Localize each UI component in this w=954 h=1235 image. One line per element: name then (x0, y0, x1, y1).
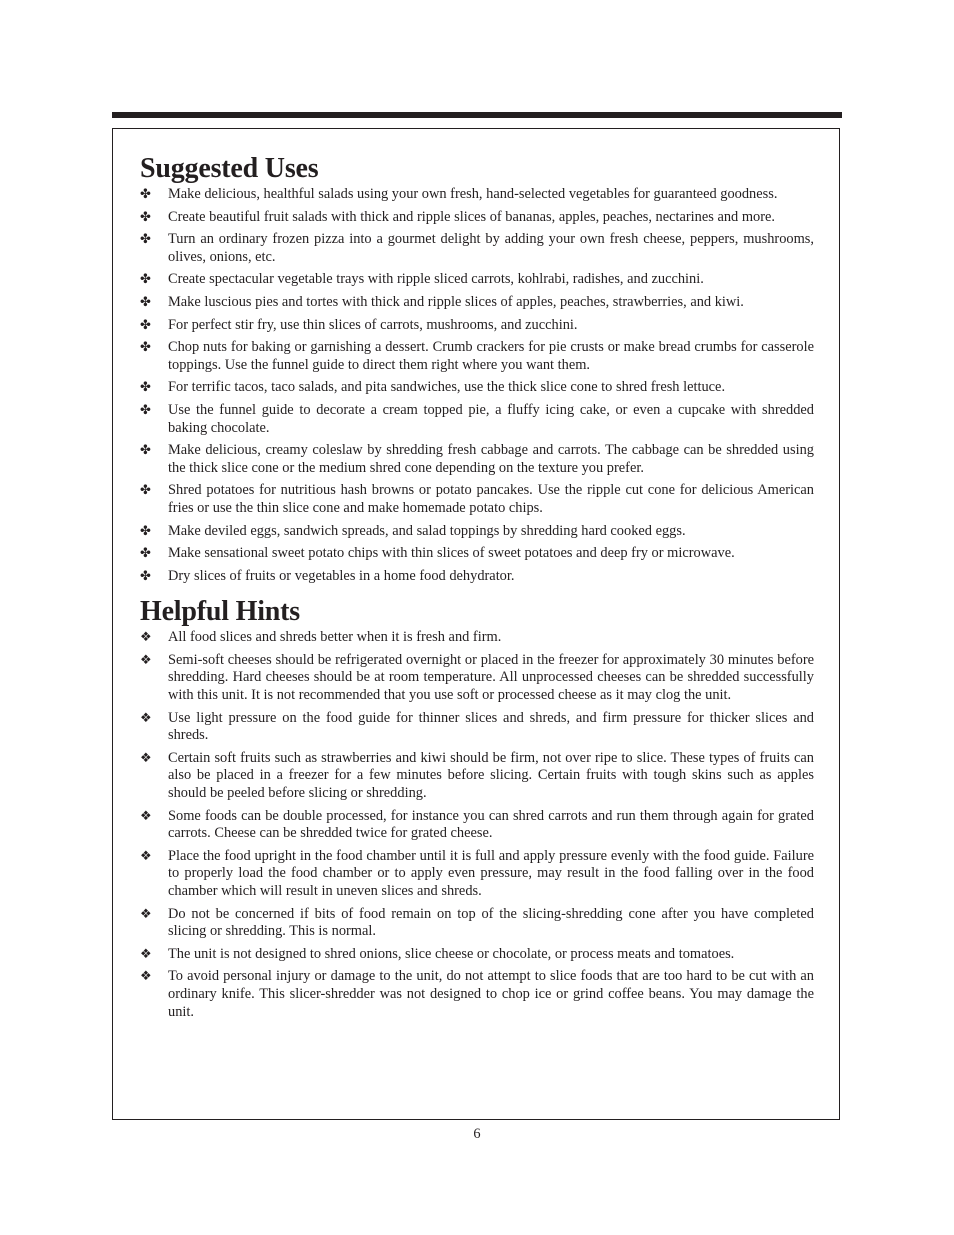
list-item-text: For perfect stir fry, use thin slices of carrots, mushrooms, and zucchini. (168, 316, 578, 333)
helpful-hints-section (140, 595, 814, 1021)
diamond-bullet-icon: ❖ (140, 750, 152, 766)
list-item (140, 629, 814, 647)
cross-bullet-icon: ✤ (140, 380, 151, 396)
list-item (140, 294, 814, 312)
list-item-text: Create spectacular vegetable trays with ripple sliced carrots, kohlrabi, radishes, and zucchini. (168, 271, 704, 288)
list-item (140, 968, 814, 1021)
list-item (140, 750, 814, 803)
list-item (140, 946, 814, 964)
list-item (140, 523, 814, 541)
list-item (140, 482, 814, 517)
page-content (140, 152, 814, 1026)
list-item-text: Shred potatoes for nutritious hash browns or potato pancakes. Use the ripple cut cone for delicious American fries or use the thin slice cone and make homemade potato chips. (168, 482, 814, 516)
list-item (140, 402, 814, 437)
suggested-uses-heading: Suggested Uses (140, 153, 319, 184)
list-item-text: Semi-soft cheeses should be refrigerated overnight or placed in the freezer for approximately 30 minutes before shredding. Hard cheeses should be at room temperature. All unprocessed cheeses can be shredded successfully with this unit. It is not recommended that you use soft or processed cheese as it may clog the unit. (168, 651, 814, 704)
suggested-uses-list (140, 186, 814, 585)
list-item (140, 271, 814, 289)
list-item-text: Make delicious, healthful salads using your own fresh, hand-selected vegetables for guaranteed goodness. (168, 186, 778, 202)
list-item-text: Some foods can be double processed, for instance you can shred carrots and run them through again for grated carrots. Cheese can be shredded twice for grated cheese. (168, 807, 814, 842)
cross-bullet-icon: ✤ (140, 483, 151, 499)
cross-bullet-icon: ✤ (140, 187, 151, 202)
diamond-bullet-icon: ❖ (140, 969, 152, 985)
page-number: 6 (473, 1126, 481, 1142)
cross-bullet-icon: ✤ (140, 232, 151, 248)
list-item-text: Create beautiful fruit salads with thick and ripple slices of bananas, apples, peaches, nectarines and more. (168, 208, 775, 225)
diamond-bullet-icon: ❖ (140, 808, 152, 824)
list-item-text: Make delicious, creamy coleslaw by shredding fresh cabbage and carrots. The cabbage can be shredded using the thick slice cone or the medium shred cone depending on the texture you prefer. (168, 442, 814, 476)
list-item-text: All food slices and shreds better when it is fresh and firm. (168, 629, 502, 646)
list-item (140, 339, 814, 374)
diamond-bullet-icon: ❖ (140, 652, 152, 668)
list-item-text: Make luscious pies and tortes with thick and ripple slices of apples, peaches, strawberries, and kiwi. (168, 293, 744, 310)
list-item (140, 652, 814, 705)
list-item (140, 545, 814, 563)
suggested-uses-section (140, 152, 814, 585)
cross-bullet-icon: ✤ (140, 294, 151, 310)
diamond-bullet-icon: ❖ (140, 906, 152, 922)
helpful-hints-heading: Helpful Hints (140, 596, 300, 628)
diamond-bullet-icon: ❖ (140, 630, 152, 646)
cross-bullet-icon: ✤ (140, 209, 151, 225)
list-item-text: Make deviled eggs, sandwich spreads, and salad toppings by shredding hard cooked eggs. (168, 522, 686, 539)
list-item (140, 808, 814, 843)
list-item-text: Use the funnel guide to decorate a cream topped pie, a fluffy icing cake, or even a cupcake with shredded baking chocolate. (168, 401, 814, 436)
list-item (140, 906, 814, 941)
cross-bullet-icon: ✤ (140, 546, 151, 562)
list-item (140, 568, 814, 586)
list-item (140, 209, 814, 227)
cross-bullet-icon: ✤ (140, 568, 151, 584)
helpful-hints-list (140, 629, 814, 1021)
list-item-text: To avoid personal injury or damage to the unit, do not attempt to slice foods that are too hard to be cut with an ordinary knife. This slicer-shredder was not designed to chop ice or grind coffee beans. You may damage the unit. (168, 968, 814, 1020)
header-rule (112, 112, 842, 118)
list-item-text: Place the food upright in the food chamber until it is full and apply pressure evenly with the food guide. Failure to properly load the food chamber or to apply even pressure, may result in the food falling over in the food chamber which will result in uneven slices and shreds. (168, 847, 814, 899)
list-item-text: Turn an ordinary frozen pizza into a gourmet delight by adding your own fresh cheese, peppers, mushrooms, olives, onions, etc. (168, 231, 814, 265)
cross-bullet-icon: ✤ (140, 402, 151, 418)
cross-bullet-icon: ✤ (140, 443, 151, 459)
list-item (140, 848, 814, 901)
list-item-text: Use light pressure on the food guide for thinner slices and shreds, and firm pressure for thicker slices and shreds. (168, 709, 814, 744)
diamond-bullet-icon: ❖ (140, 710, 152, 726)
list-item (140, 442, 814, 477)
list-item (140, 379, 814, 397)
list-item-text: For terrific tacos, taco salads, and pita sandwiches, use the thick slice cone to shred fresh lettuce. (168, 379, 726, 396)
list-item (140, 186, 814, 204)
diamond-bullet-icon: ❖ (140, 848, 152, 864)
cross-bullet-icon: ✤ (140, 523, 151, 539)
list-item-text: Make sensational sweet potato chips with thin slices of sweet potatoes and deep fry or microwave. (168, 545, 735, 562)
diamond-bullet-icon: ❖ (140, 946, 152, 962)
list-item (140, 317, 814, 335)
list-item-text: The unit is not designed to shred onions, slice cheese or chocolate, or process meats and tomatoes. (168, 945, 735, 962)
list-item-text: Chop nuts for baking or garnishing a dessert. Crumb crackers for pie crusts or make bread crumbs for casserole toppings. Use the funnel guide to direct them right where you want them. (168, 339, 814, 373)
cross-bullet-icon: ✤ (140, 272, 151, 288)
list-item (140, 710, 814, 745)
list-item-text: Do not be concerned if bits of food remain on top of the slicing-shredding cone after you have completed slicing or shredding. This is normal. (168, 905, 814, 940)
cross-bullet-icon: ✤ (140, 340, 151, 356)
list-item-text: Dry slices of fruits or vegetables in a home food dehydrator. (168, 567, 515, 584)
list-item-text: Certain soft fruits such as strawberries and kiwi should be firm, not over ripe to slice. These types of fruits can also be placed in a freezer for a few minutes before slicing. Certain fruits with tough skins such as apples should be peeled before slicing or shredding. (168, 749, 814, 802)
list-item (140, 231, 814, 266)
cross-bullet-icon: ✤ (140, 317, 151, 333)
